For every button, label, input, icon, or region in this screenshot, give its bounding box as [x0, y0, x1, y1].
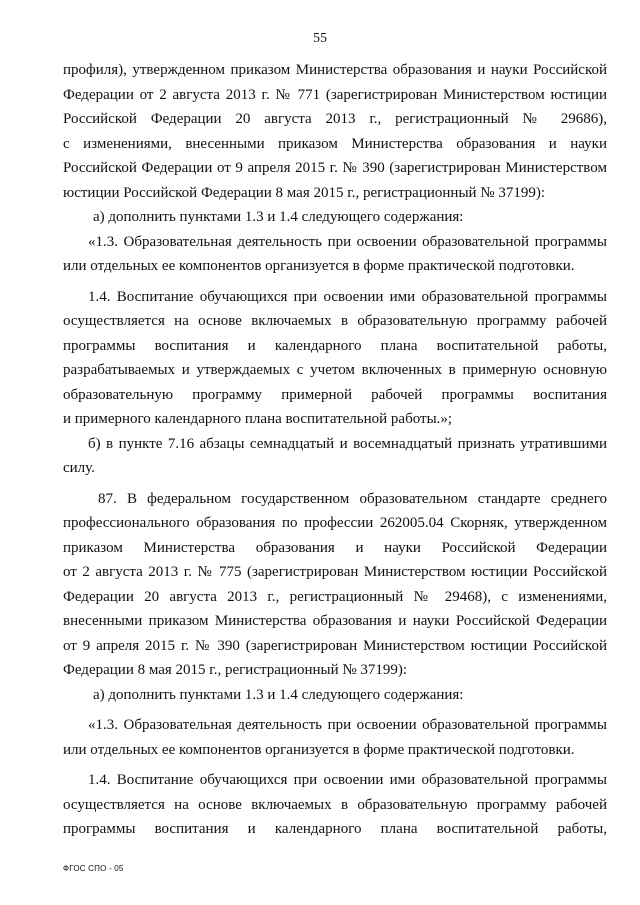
text-line: профессионального образования по профессии 262005.04 Скорняк, утвержденном: [63, 515, 607, 531]
text-line: и примерного календарного плана воспитательной работы.»;: [63, 411, 453, 427]
text-line: образовательную программу примерной рабочей программы воспитания: [63, 386, 607, 403]
text-line: Российской Федерации 20 августа 2013 г., регистрационный № 29686),: [63, 111, 607, 127]
text-line: «1.3. Образовательная деятельность при освоении образовательной программы: [88, 233, 607, 250]
document-code-footer: ФГОС СПО - 05: [63, 864, 124, 873]
text-line: осуществляется на основе включаемых в образовательную программу рабочей: [63, 796, 607, 813]
text-line: юстиции Российской Федерации 8 мая 2015 г., регистрационный № 37199):: [63, 184, 546, 201]
text-line: разрабатываемых и утверждаемых с учетом включенных в примерную основную: [63, 362, 607, 378]
text-line: внесенными приказом Министерства образования и науки Российской Федерации: [63, 613, 607, 629]
text-line: Федерации 20 августа 2013 г., регистрационный № 29468), с изменениями,: [63, 588, 607, 605]
page-number: 55: [313, 31, 327, 46]
text-line: Российской Федерации от 9 апреля 2015 г. № 390 (зарегистрирован Министерством: [63, 160, 607, 176]
text-line: а) дополнить пунктами 1.3 и 1.4 следующего содержания:: [93, 209, 464, 225]
text-line: 1.4. Воспитание обучающихся при освоении ими образовательной программы: [88, 772, 607, 788]
text-line: с изменениями, внесенными приказом Министерства образования и науки: [63, 135, 607, 152]
text-line: б) в пункте 7.16 абзацы семнадцатый и восемнадцатый признать утратившими: [88, 435, 607, 452]
text-line: или отдельных ее компонентов организуется в форме практической подготовки.: [63, 741, 575, 758]
text-line: «1.3. Образовательная деятельность при освоении образовательной программы: [88, 717, 607, 733]
text-line: Федерации от 2 августа 2013 г. № 771 (зарегистрирован Министерством юстиции: [63, 86, 607, 103]
text-line: или отдельных ее компонентов организуется в форме практической подготовки.: [63, 258, 575, 274]
text-line: 87. В федеральном государственном образовательном стандарте среднего: [98, 490, 607, 507]
text-line: осуществляется на основе включаемых в образовательную программу рабочей: [63, 313, 607, 329]
text-line: силу.: [63, 460, 95, 476]
text-line: приказом Министерства образования и науки Российской Федерации: [63, 539, 607, 556]
text-line: профиля), утвержденном приказом Министерства образования и науки Российской: [63, 62, 607, 78]
text-line: а) дополнить пунктами 1.3 и 1.4 следующего содержания:: [93, 686, 464, 703]
document-body: [63, 58, 607, 842]
text-line: программы воспитания и календарного плана воспитательной работы,: [63, 821, 607, 837]
text-line: от 2 августа 2013 г. № 775 (зарегистрирован Министерством юстиции Российской: [63, 564, 607, 580]
text-line: программы воспитания и календарного плана воспитательной работы,: [63, 337, 607, 354]
text-line: Федерации 8 мая 2015 г., регистрационный № 37199):: [63, 662, 408, 678]
text-line: 1.4. Воспитание обучающихся при освоении ими образовательной программы: [88, 288, 607, 305]
text-line: от 9 апреля 2015 г. № 390 (зарегистрирован Министерством юстиции Российской: [63, 637, 607, 654]
